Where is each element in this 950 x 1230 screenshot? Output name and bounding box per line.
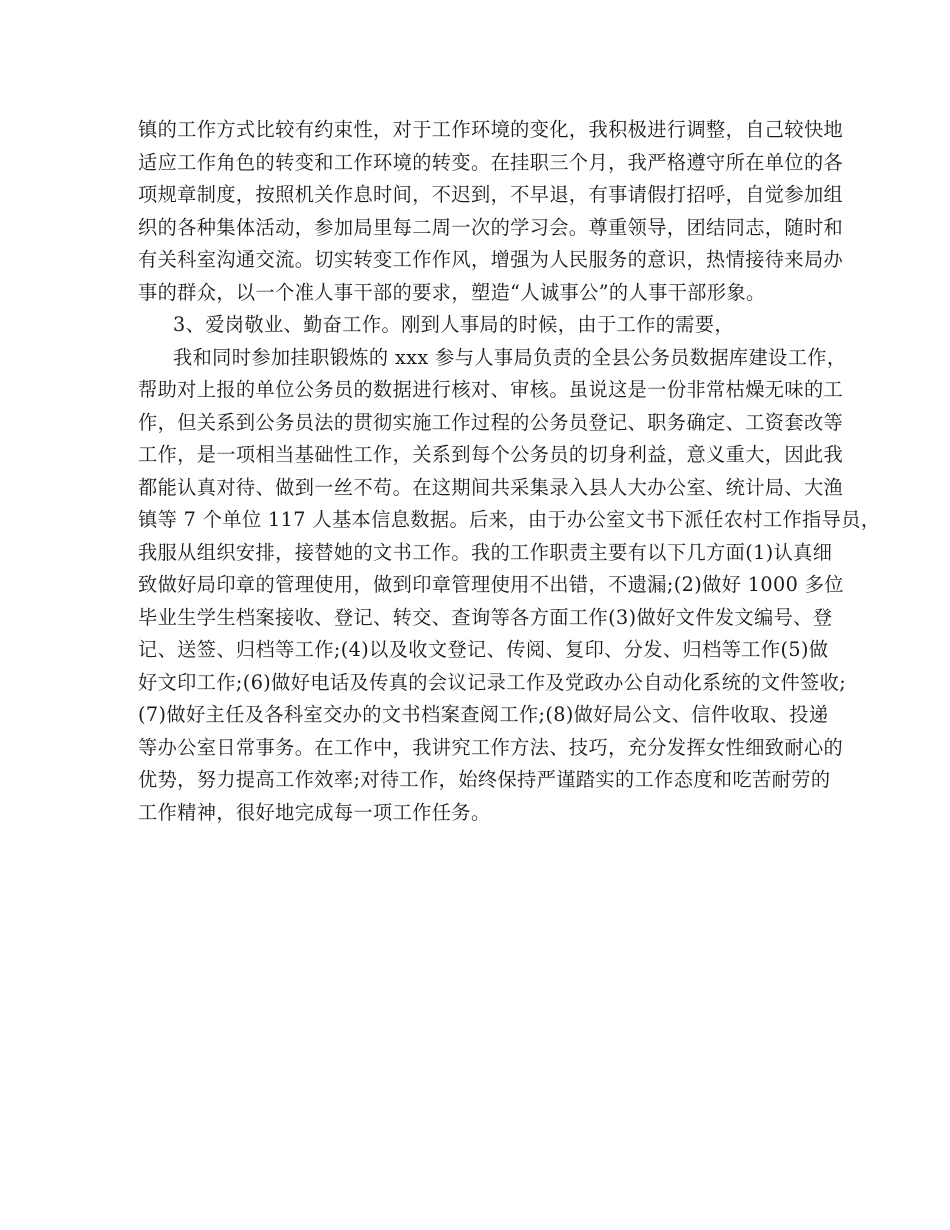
paragraph-line: 作，但关系到公务员法的贯彻实施工作过程的公务员登记、职务确定、工资套改等	[138, 410, 844, 434]
paragraph-line: 镇等 7 个单位 117 人基本信息数据。后来，由于办公室文书下派任农村工作指导员，	[138, 508, 881, 531]
paragraph-line: 事的群众，以一个准人事干部的要求，塑造“人诚事公”的人事干部形象。	[138, 280, 766, 304]
paragraph-line: 致做好局印章的管理使用，做到印章管理使用不出错，不遗漏;(2)做好 1000 多位	[138, 573, 844, 596]
paragraph-line: 记、送签、归档等工作;(4)以及收文登记、传阅、复印、分发、归档等工作(5)做	[138, 638, 829, 661]
paragraph-line: 毕业生学生档案接收、登记、转交、查询等各方面工作(3)做好文件发文编号、登	[138, 605, 833, 629]
paragraph-line: 我和同时参加挂职锻炼的 xxx 参与人事局负责的全县公务员数据库建设工作，	[173, 345, 847, 369]
paragraph-line: 我服从组织安排，接替她的文书工作。我的工作职责主要有以下几方面(1)认真细	[138, 540, 833, 564]
paragraph-line: 织的各种集体活动，参加局里每二周一次的学习会。尊重领导，团结同志，随时和	[138, 215, 844, 239]
paragraph-line: 优势，努力提高工作效率;对待工作，始终保持严谨踏实的工作态度和吃苦耐劳的	[138, 768, 831, 791]
paragraph-line: 好文印工作;(6)做好电话及传真的会议记录工作及党政办公自动化系统的文件签收;	[138, 670, 847, 694]
paragraph-line: 有关科室沟通交流。切实转变工作作风，增强为人民服务的意识，热情接待来局办	[138, 248, 844, 271]
paragraph-line: 工作，是一项相当基础性工作，关系到每个公务员的切身利益，意义重大，因此我	[138, 443, 844, 466]
document-body	[138, 114, 881, 829]
paragraph-line: 等办公室日常事务。在工作中，我讲究工作方法、技巧，充分发挥女性细致耐心的	[138, 735, 844, 759]
paragraph-line: (7)做好主任及各科室交办的文书档案查阅工作;(8)做好局公文、信件收取、投递	[138, 703, 829, 726]
paragraph-line: 帮助对上报的单位公务员的数据进行核对、审核。虽说这是一份非常枯燥无味的工	[138, 378, 844, 401]
paragraph-line: 工作精神，很好地完成每一项工作任务。	[138, 800, 491, 824]
paragraph-line: 项规章制度，按照机关作息时间，不迟到，不早退，有事请假打招呼，自觉参加组	[138, 183, 844, 206]
paragraph-line: 适应工作角色的转变和工作环境的转变。在挂职三个月，我严格遵守所在单位的各	[138, 150, 844, 174]
paragraph-line: 镇的工作方式比较有约束性，对于工作环境的变化，我积极进行调整，自己较快地	[138, 118, 844, 141]
section-heading: 3、爱岗敬业、勤奋工作。刚到人事局的时候，由于工作的需要，	[173, 313, 735, 336]
paragraph-line: 都能认真对待、做到一丝不苟。在这期间共采集录入县人大办公室、统计局、大渔	[138, 475, 844, 499]
